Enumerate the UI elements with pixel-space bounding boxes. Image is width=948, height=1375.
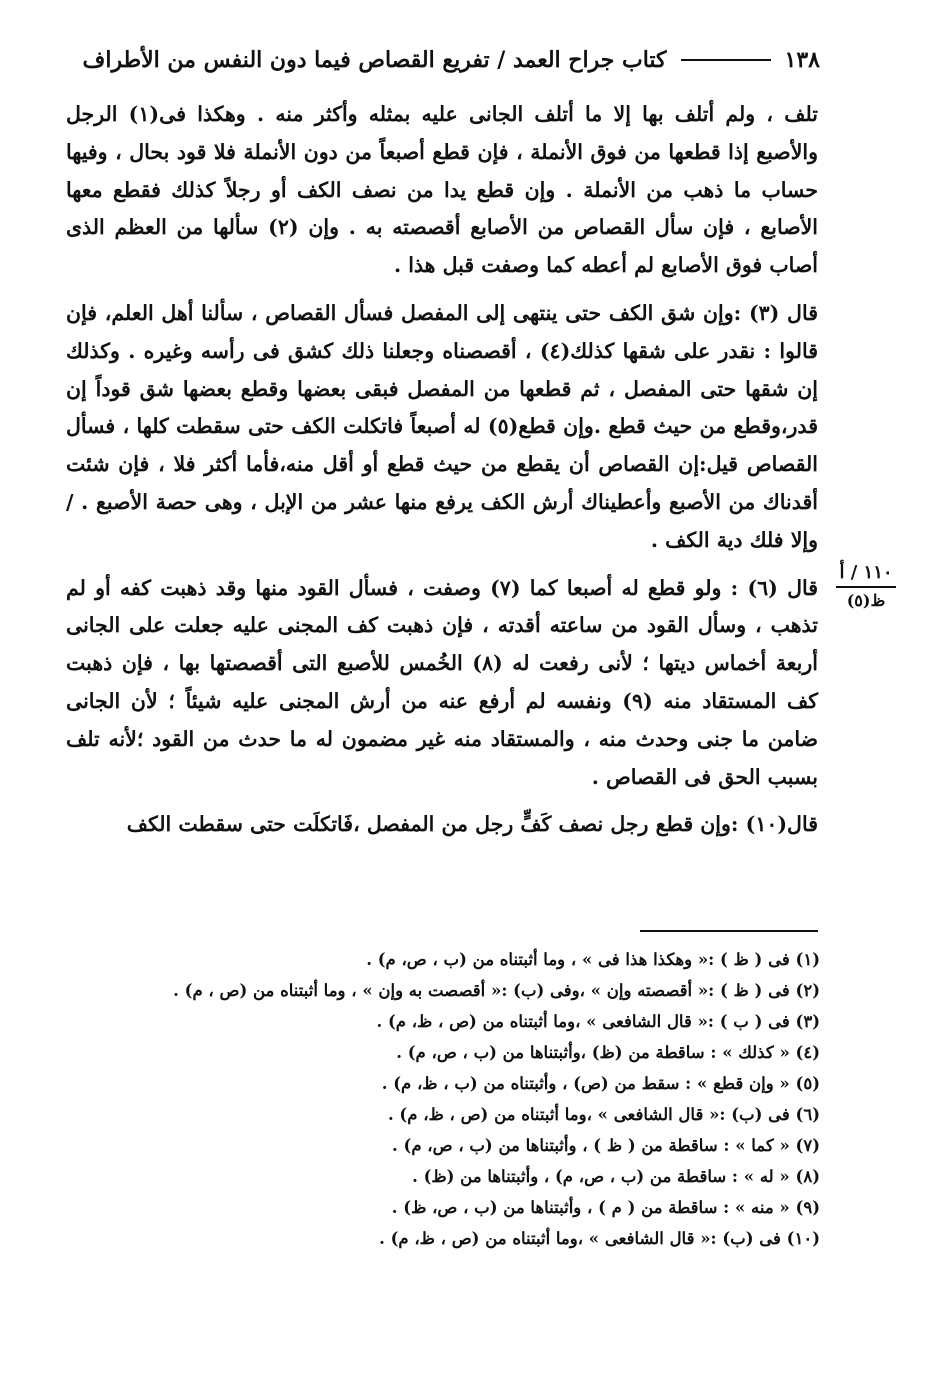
paragraph-text: :وإن شق الكف حتى ينتهى إلى المفصل فسأل القصاص ، سألنا أهل العلم، فإن قالوا : نقدر على شقها كذلك(٤) ، أقصصناه وجعلنا ذلك كشق فى رأسه وغيره . وكذلك إن شقها حتى المفصل ، ثم قطعها من المفصل فبقى بعضها وقطع بعضها شق قوداً إن قدر،وقطع من حيث قطع .وإن قطع(٥) له أصبعاً فاتكلت الكف حتى سقطت كلها ، فسأل القصاص قيل:إن القصاص أن يقطع من حيث قطع أو أقل منه،فأما أكثر فلا ، فإن شئت أقدناك من الأصبع وأعطيناك أرش الكف يرفع منها عشر من الإبل ، وهى حصة الأصبع . / وإلا فلك دية الكف . <box>66 300 818 552</box>
main-text <box>66 96 818 854</box>
footnote: (٢) فى ( ظ ) :« أقصصته وإن » ،وفى (ب) :« أقصصت به وإن » ، وما أثبتناه من (ص ، م) . <box>173 981 820 1000</box>
footnote: (٥) « وإن قطع » : سقط من (ص) ، وأثبتناه من (ب ، ظ، م) . <box>381 1074 820 1093</box>
page-number: ١٣٨ <box>784 47 820 73</box>
folio-number: ١١٠ / أ <box>836 562 896 588</box>
footnote: (٧) « كما » : ساقطة من ( ظ ) ، وأثبتناها من (ب ، ص، م) . <box>392 1136 820 1155</box>
footnote: (٨) « له » : ساقطة من (ب ، ص، م) ، وأثبتناها من (ظ) . <box>412 1167 820 1186</box>
paragraph-label: قال(١٠) <box>745 812 818 837</box>
manuscript-folio-note <box>836 562 896 612</box>
page-header <box>60 40 820 80</box>
paragraph-label: قال (٣) <box>748 300 818 325</box>
manuscript-siglum: ظ(٥) <box>846 591 886 610</box>
footnote: (٤) « كذلك » : ساقطة من (ظ) ،وأثبتناها من (ب ، ص، م) . <box>396 1043 820 1062</box>
footnote: (٩) « منه » : ساقطة من ( م ) ، وأثبتناها من (ب ، ص، ظ) . <box>391 1198 820 1217</box>
paragraph-2 <box>66 295 818 560</box>
header-rule <box>681 59 771 61</box>
paragraph-3 <box>66 570 818 797</box>
footnote: (١٠) فى (ب) :« قال الشافعى » ،وما أثبتناه من (ص ، ظ، م) . <box>379 1229 820 1248</box>
footnote: (١) فى ( ظ ) :« وهكذا هذا فى » ، وما أثبتناه من (ب ، ص، م) . <box>366 950 820 969</box>
footnote: (٣) فى ( ب ) :« قال الشافعى » ،وما أثبتناه من (ص ، ظ، م) . <box>376 1012 820 1031</box>
footnotes <box>120 944 820 1254</box>
paragraph-1 <box>66 96 818 285</box>
paragraph-text: تلف ، ولم أتلف بها إلا ما أتلف الجانى عليه بمثله وأكثر منه . وهكذا فى(١) الرجل والأصبع إذا قطعها من فوق الأنملة ، فإن قطع أصبعاً من دون الأنملة فلا قود بحال ، وفيها حساب ما ذهب من الأنملة . وإن قطع يدا من نصف الكف أو رجلاً كذلك فقطع معها الأصابع ، فإن سأل القصاص من الأصابع أقصصته به . وإن (٢) سألها من العظم الذى أصاب فوق الأصابع لم أعطه كما وصفت قبل هذا . <box>66 102 818 278</box>
running-title: كتاب جراح العمد / تفريع القصاص فيما دون النفس من الأطراف <box>82 47 667 73</box>
paragraph-label: قال (٦) <box>747 575 819 600</box>
footnote: (٦) فى (ب) :« قال الشافعى » ،وما أثبتناه من (ص ، ظ، م) . <box>387 1105 820 1124</box>
footnote-separator <box>640 930 818 932</box>
paragraph-text: : ولو قطع له أصبعا كما (٧) وصفت ، فسأل القود منها وقد ذهبت كفه أو لم تذهب ، وسأل القود من ساعته أقدته ، فإن ذهبت كف المجنى عليه جعلت على الجانى أربعة أخماس ديتها ؛ لأنى رفعت له (٨) الخُمس للأصبع التى أقصصتها بها ، فإن ذهبت كف المستقاد منه (٩) ونفسه لم أرفع عنه من أرش المجنى عليه شيئاً ؛ لأن الجانى ضامن ما جنى وحدث منه ، والمستقاد منه غير مضمون له ما حدث من القود ؛لأنه تلف بسبب الحق فى القصاص . <box>66 575 819 789</box>
paragraph-4 <box>66 806 818 844</box>
paragraph-text: :وإن قطع رجل نصف كَفٍّ رجل من المفصل ،فَاتكلَت حتى سقطت الكف <box>126 812 739 837</box>
